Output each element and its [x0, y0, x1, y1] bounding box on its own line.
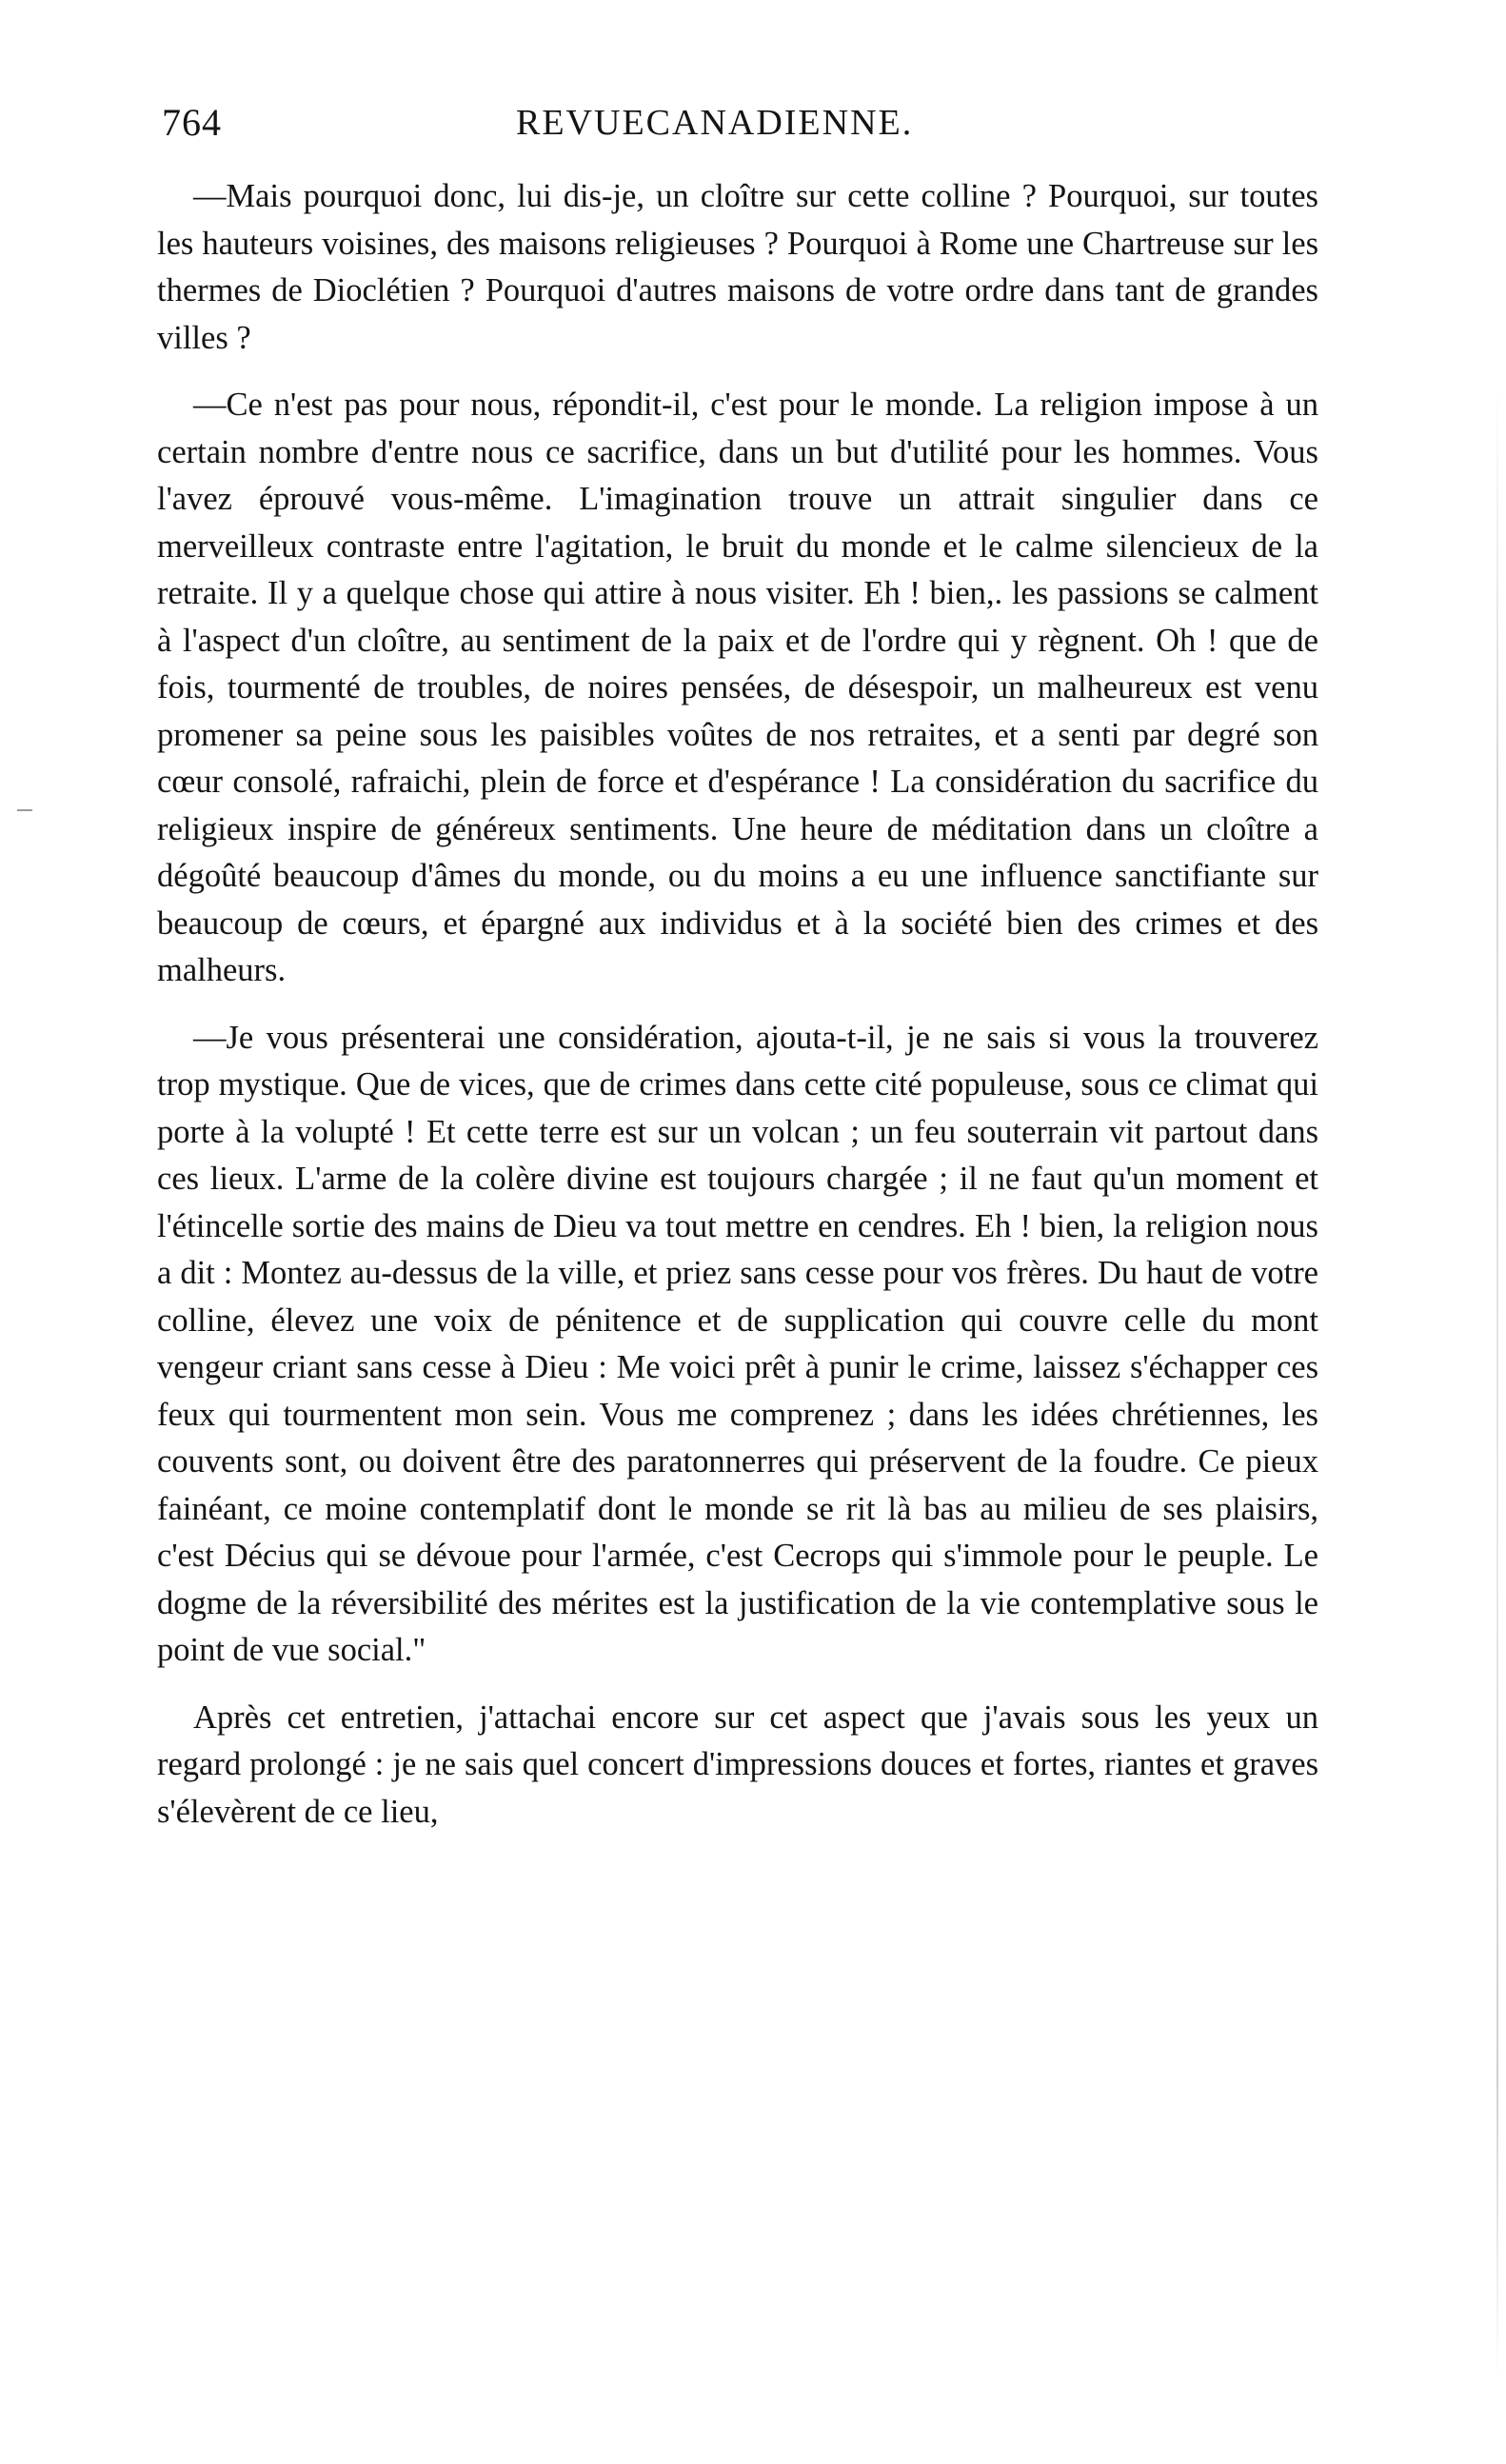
- paragraph-3: —Je vous présenterai une considération, ajouta-t-il, je ne sais si vous la trouverez trop mystique. Que de vices, que de crimes dans cette cité populeuse, sous ce climat qui porte à la volupté ! Et cette terre est sur un volcan ; un feu souterrain vit partout dans ces lieux. L'arme de la colère divine est toujours chargée ; il ne faut qu'un moment et l'étincelle sortie des mains de Dieu va tout mettre en cendres. Eh ! bien, la religion nous a dit : Montez au-dessus de la ville, et priez sans cesse pour vos frères. Du haut de votre colline, élevez une voix de pénitence et de supplication qui couvre celle du mont vengeur criant sans cesse à Dieu : Me voici prêt à punir le crime, laissez s'échapper ces feux qui tourmentent mon sein. Vous me comprenez ; dans les idées chrétiennes, les couvents sont, ou doivent être des paratonnerres qui préservent de la foudre. Ce pieux fainéant, ce moine contemplatif dont le monde se rit là bas au milieu de ses plaisirs, c'est Décius qui se dévoue pour l'armée, c'est Cecrops qui s'immole pour le peuple. Le dogme de la réversibilité des mérites est la justification de la vie contemplative sous le point de vue social.": [157, 1019, 1318, 1668]
- body-text: [157, 173, 1318, 1856]
- page-number: 764: [162, 101, 222, 144]
- margin-mark: [17, 809, 32, 811]
- paragraph-4: Après cet entretien, j'attachai encore sur cet aspect que j'avais sous les yeux un regard prolongé : je ne sais quel concert d'impressions douces et fortes, riantes et graves s'élevèrent de ce lieu,: [157, 1699, 1318, 1830]
- page-edge-shadow: [1496, 381, 1498, 2380]
- running-title: REVUECANADIENNE.: [516, 103, 914, 143]
- page-header: [154, 100, 1320, 157]
- paragraph-2: —Ce n'est pas pour nous, répondit-il, c'est pour le monde. La religion impose à un certain nombre d'entre nous ce sacrifice, dans un but d'utilité pour les hommes. Vous l'avez éprouvé vous-même. L'imagination trouve un attrait singulier dans ce merveilleux contraste entre l'agitation, le bruit du monde et le calme silencieux de la retraite. Il y a quelque chose qui attire à nous visiter. Eh ! bien,. les passions se calment à l'aspect d'un cloître, au sentiment de la paix et de l'ordre qui y règnent. Oh ! que de fois, tourmenté de troubles, de noires pensées, de désespoir, un malheureux est venu promener sa peine sous les paisibles voûtes de nos retraites, et a senti par degré son cœur consolé, rafraichi, plein de force et d'espérance ! La considération du sacrifice du religieux inspire de généreux sentiments. Une heure de méditation dans un cloître a dégoûté beaucoup d'âmes du monde, ou du moins a eu une influence sanctifiante sur beaucoup de cœurs, et épargné aux individus et à la société bien des crimes et des malheurs.: [157, 387, 1318, 988]
- paragraph-1: —Mais pourquoi donc, lui dis-je, un cloître sur cette colline ? Pourquoi, sur toutes les hauteurs voisines, des maisons religieuses ? Pourquoi à Rome une Chartreuse sur les thermes de Dioclétien ? Pourquoi d'autres maisons de votre ordre dans tant de grandes villes ?: [157, 178, 1318, 356]
